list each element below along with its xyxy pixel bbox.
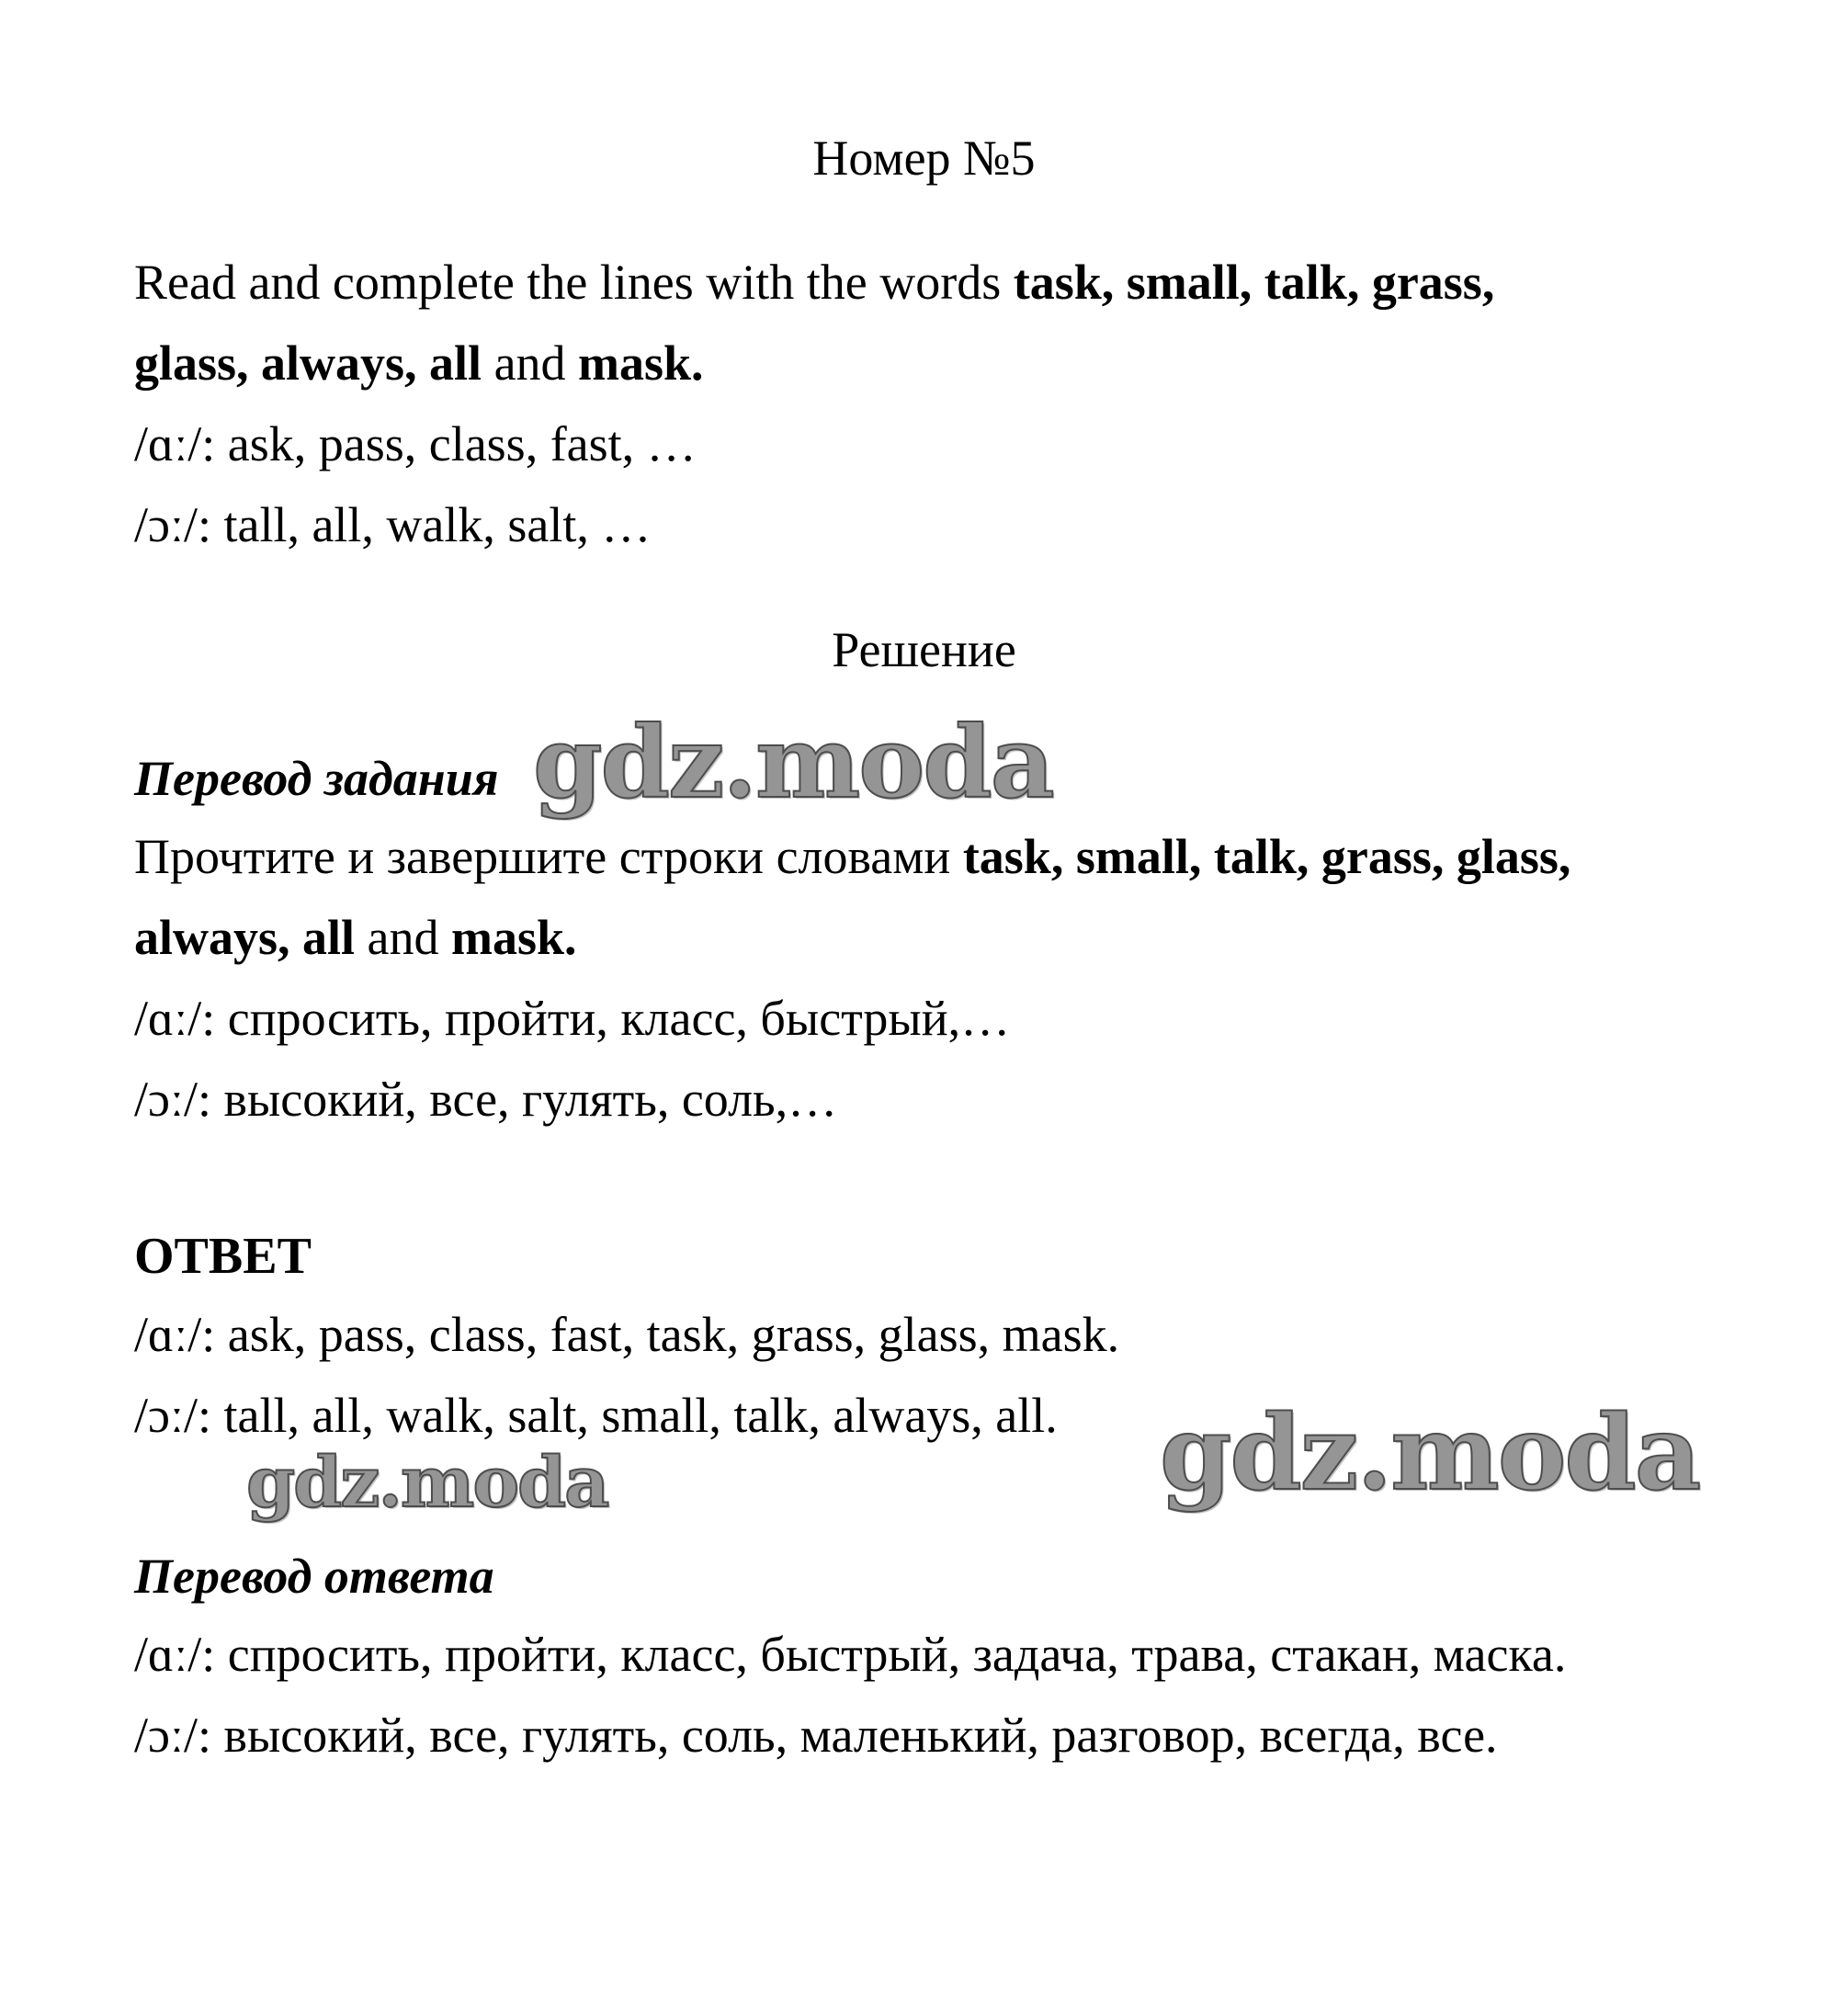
task-line-1-text: Read and complete the lines with the words <box>134 255 1014 310</box>
task-line-2-words: glass, always, all <box>134 335 482 391</box>
task-line-3: /ɑː/: ask, pass, class, fast, … <box>134 416 697 471</box>
answer-line-2: /ɔː/: tall, all, walk, salt, small, talk, always, all. <box>134 1388 1058 1443</box>
task-line-1-words: task, small, talk, grass, <box>1013 255 1495 310</box>
solution-label: Решение <box>832 622 1016 677</box>
answer-translation-heading: Перевод ответа <box>134 1549 494 1604</box>
task-line-2 <box>134 334 704 392</box>
task-translation-line-2-and: and <box>355 910 451 965</box>
task-translation-line-1 <box>134 827 1570 886</box>
answer-heading: ОТВЕТ <box>134 1228 312 1285</box>
task-translation-line-1-words: task, small, talk, grass, glass, <box>962 829 1571 884</box>
watermark-logo: gdz.moda <box>1160 1393 1700 1514</box>
task-line-1 <box>134 253 1494 312</box>
answer-translation-line-1: /ɑː/: спросить, пройти, класс, быстрый, задача, трава, стакан, маска. <box>134 1627 1567 1682</box>
watermark-logo: gdz.moda <box>246 1441 608 1523</box>
task-translation-line-2-last-word: mask. <box>451 910 577 965</box>
task-translation-line-2 <box>134 908 577 967</box>
task-line-2-last-word: mask. <box>578 335 704 391</box>
answer-line-1: /ɑː/: ask, pass, class, fast, task, grass, glass, mask. <box>134 1307 1120 1362</box>
watermark-logo: gdz.moda <box>533 705 1053 821</box>
task-translation-line-1-text: Прочтите и завершите строки словами <box>134 829 963 884</box>
page-title: Номер №5 <box>812 131 1036 186</box>
task-line-2-and: and <box>482 335 579 391</box>
task-translation-line-3: /ɑː/: спросить, пройти, класс, быстрый,… <box>134 991 1011 1046</box>
task-translation-heading: Перевод задания <box>134 751 499 806</box>
task-translation-line-2-words: always, all <box>134 910 356 965</box>
answer-translation-line-2: /ɔː/: высокий, все, гулять, соль, маленький, разговор, всегда, все. <box>134 1708 1498 1763</box>
task-line-4: /ɔː/: tall, all, walk, salt, … <box>134 497 652 552</box>
task-translation-line-4: /ɔː/: высокий, все, гулять, соль,… <box>134 1072 838 1127</box>
